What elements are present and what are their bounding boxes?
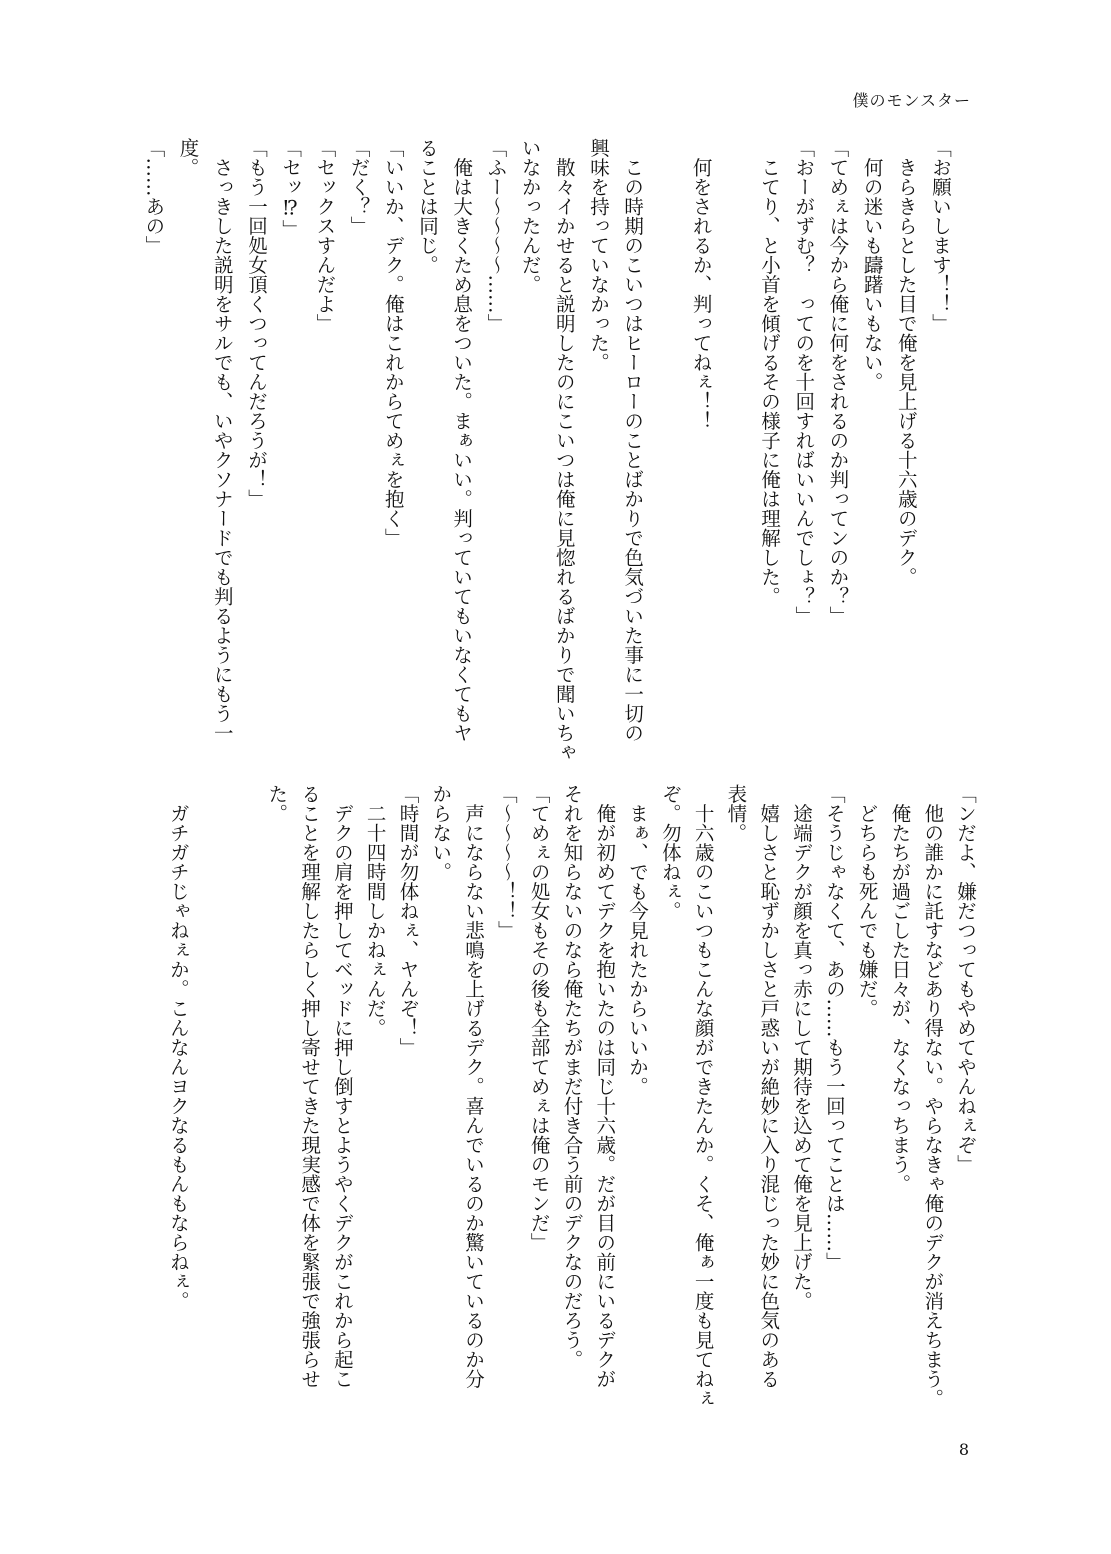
text-line: この時期のこいつはヒーローのことばかりで色気づいた事に一切の [621, 138, 645, 743]
blank-line [194, 784, 227, 1424]
text-block-top [136, 138, 957, 778]
text-line: 俺たちが過ごした日々が、なくなっちまう。 [888, 784, 912, 1194]
text-line: どちらも死んでも嫌だ。 [855, 784, 879, 1018]
text-line: ぞ。勿体ねぇ。 [658, 784, 682, 921]
text-line: デクの肩を押してベッドに押し倒すとようやくデクがこれから起こ [330, 784, 354, 1389]
text-line: 「そうじゃなくて、あの……もう一回ってことは……」 [822, 784, 846, 1272]
text-line: 「……あの」 [142, 138, 166, 255]
text-line: からない。 [429, 784, 453, 882]
text-line: 「おーがずむ？ ってのを十回すればいいんでしょ？」 [792, 138, 816, 626]
text-line: ガチガチじゃねぇか。こんなんヨクなるもんもならねぇ。 [166, 784, 190, 1311]
text-line: さっきした説明をサルでも、いやクソナードでも判るようにもう一 [210, 138, 234, 743]
text-line: 十六歳のこいつもこんな顔ができたんか。くそ、俺ぁ一度も見てねぇ [691, 784, 715, 1408]
text-line: 何の迷いも躊躇いもない。 [860, 138, 884, 392]
text-line: 度。 [176, 138, 200, 177]
text-line: ることは同じ。 [415, 138, 439, 275]
blank-line [227, 784, 260, 1424]
text-line: 「セックスすんだよ」 [313, 138, 337, 333]
running-header: 僕のモンスター [852, 91, 971, 110]
text-line: た。 [265, 784, 289, 823]
blank-line [649, 138, 683, 778]
text-block-bottom [161, 784, 981, 1424]
text-line: それを知らないのなら俺たちがまだ付き合う前のデクなのだろう。 [560, 784, 584, 1369]
text-line: まぁ、でも今見れたからいいか。 [626, 784, 650, 1096]
text-line: 「いいか、デク。俺はこれからてめぇを抱く」 [381, 138, 405, 548]
text-line: 二十四時間しかねぇんだ。 [363, 784, 387, 1038]
text-line: 興味を持っていなかった。 [586, 138, 610, 372]
text-line: 声にならない悲鳴を上げるデク。喜んでいるのか驚いているのか分 [462, 784, 486, 1389]
text-line: 「お願いします！！」 [929, 138, 952, 333]
text-line: 「時間が勿体ねぇ、ヤんぞ！」 [396, 784, 420, 1057]
text-line: 途端デクが顔を真っ赤にして期待を込めて俺を見上げた。 [790, 784, 814, 1311]
text-line: こてり、と小首を傾げるその様子に俺は理解した。 [757, 138, 781, 606]
text-line: 散々イかせると説明したのにこいつは俺に見惚れるばかりで聞いちゃ [552, 138, 576, 762]
text-line: きらきらとした目で俺を見上げる十六歳のデク。 [894, 138, 918, 587]
text-line: 「ふー〜〜〜〜……」 [484, 138, 508, 333]
text-line: ることを理解したらしく押し寄せてきた現実感で体を緊張で強張らせ [298, 784, 322, 1389]
text-line: 他の誰かに託すなどあり得ない。やらなきゃ俺のデクが消えちまう。 [921, 784, 945, 1408]
text-line: 俺は大きくため息をついた。まぁいい。判っていてもいなくてもヤ [450, 138, 474, 743]
text-line: 嬉しさと恥ずかしさと戸惑いが絶妙に入り混じった妙に色気のある [757, 784, 781, 1389]
blank-line [718, 138, 752, 778]
text-line: 俺が初めてデクを抱いたのは同じ十六歳。だが目の前にいるデクが [593, 784, 617, 1389]
page-number: 8 [958, 1440, 969, 1459]
text-line: 「てめぇは今から俺に何をされるのか判ってンのか？」 [826, 138, 850, 626]
text-line: いなかったんだ。 [518, 138, 542, 294]
text-line: 「〜〜〜〜！！」 [494, 784, 518, 940]
text-line: 何をされるか、判ってねぇ！！ [689, 138, 713, 431]
text-line: 「てめぇの処女もその後も全部てめぇは俺のモンだ」 [527, 784, 551, 1252]
text-line: 表情。 [724, 784, 748, 843]
text-line: 「セッ⁉」 [279, 138, 303, 239]
text-line: 「ンだよ、嫌だつってもやめてやんねぇぞ」 [954, 784, 977, 1174]
text-line: 「もう一回処女頂くつってんだろうが！」 [244, 138, 268, 509]
text-line: 「だく？」 [347, 138, 371, 236]
